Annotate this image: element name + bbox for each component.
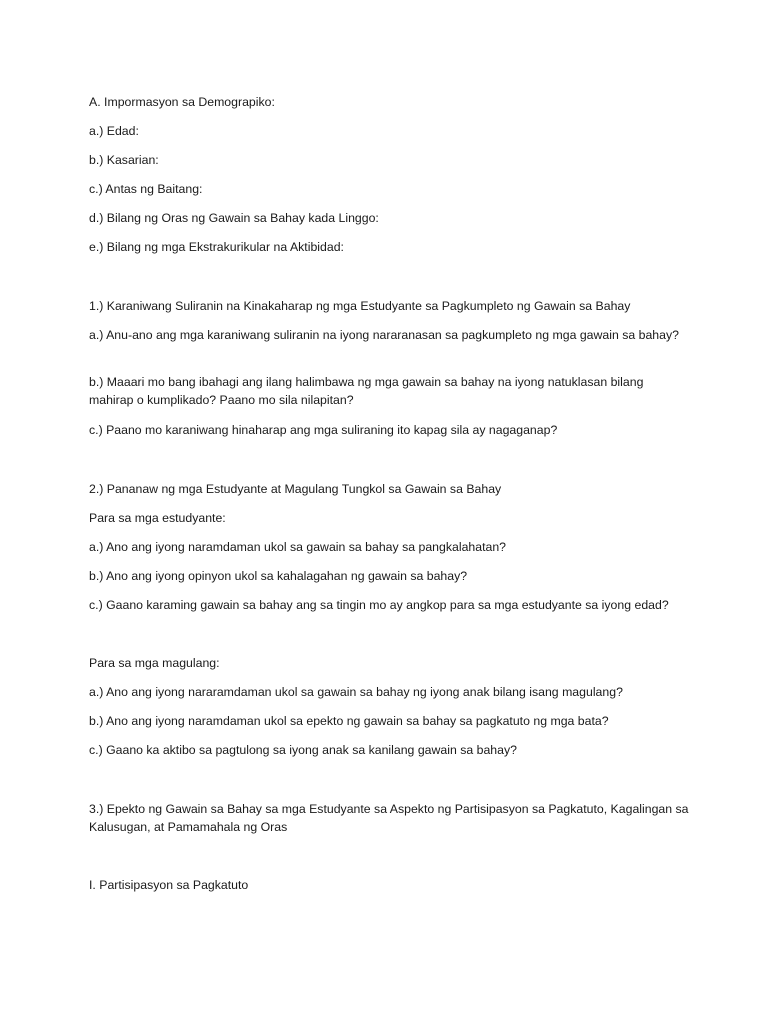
section-1-question-b: b.) Maaari mo bang ibahagi ang ilang halimbawa ng mga gawain sa bahay na iyong natuklasan bilang mahirap o kumplikado? Paano mo sila nilapitan? (89, 375, 644, 407)
parents-question-b: b.) Ano ang iyong naramdaman ukol sa epekto ng gawain sa bahay sa pagkatuto ng mga bata? (89, 714, 609, 728)
question-homework-hours: d.) Bilang ng Oras ng Gawain sa Bahay kada Linggo: (89, 211, 379, 225)
parents-question-c: c.) Gaano ka aktibo sa pagtulong sa iyong anak sa kanilang gawain sa bahay? (89, 743, 517, 757)
question-extracurricular-count: e.) Bilang ng mga Ekstrakurikular na Aktibidad: (89, 240, 344, 254)
section-1-heading: 1.) Karaniwang Suliranin na Kinakaharap ng mga Estudyante sa Pagkumpleto ng Gawain sa Bahay (89, 299, 631, 313)
students-question-b: b.) Ano ang iyong opinyon ukol sa kahalagahan ng gawain sa bahay? (89, 569, 468, 583)
section-a-heading: A. Impormasyon sa Demograpiko: (89, 95, 275, 109)
question-age: a.) Edad: (89, 124, 139, 138)
section-3-heading: 3.) Epekto ng Gawain sa Bahay sa mga Estudyante sa Aspekto ng Partisipasyon sa Pagkatuto, Kagalingan sa Kalusugan, at Pamamahala ng Oras (89, 802, 689, 834)
students-question-c: c.) Gaano karaming gawain sa bahay ang sa tingin mo ay angkop para sa mga estudyante sa iyong edad? (89, 598, 669, 612)
section-2-heading: 2.) Pananaw ng mga Estudyante at Magulang Tungkol sa Gawain sa Bahay (89, 482, 502, 496)
section-1-question-a: a.) Anu-ano ang mga karaniwang suliranin na iyong nararanasan sa pagkumpleto ng mga gawain sa bahay? (89, 328, 679, 342)
question-grade-level: c.) Antas ng Baitang: (89, 182, 203, 196)
students-subheading: Para sa mga estudyante: (89, 511, 226, 525)
parents-question-a: a.) Ano ang iyong nararamdaman ukol sa gawain sa bahay ng iyong anak bilang isang magulang? (89, 685, 623, 699)
section-1-question-c: c.) Paano mo karaniwang hinaharap ang mga suliraning ito kapag sila ay nagaganap? (89, 423, 558, 437)
parents-subheading: Para sa mga magulang: (89, 656, 220, 670)
question-sex: b.) Kasarian: (89, 153, 159, 167)
students-question-a: a.) Ano ang iyong naramdaman ukol sa gawain sa bahay sa pangkalahatan? (89, 540, 507, 554)
subsection-i-heading: I. Partisipasyon sa Pagkatuto (89, 878, 249, 892)
